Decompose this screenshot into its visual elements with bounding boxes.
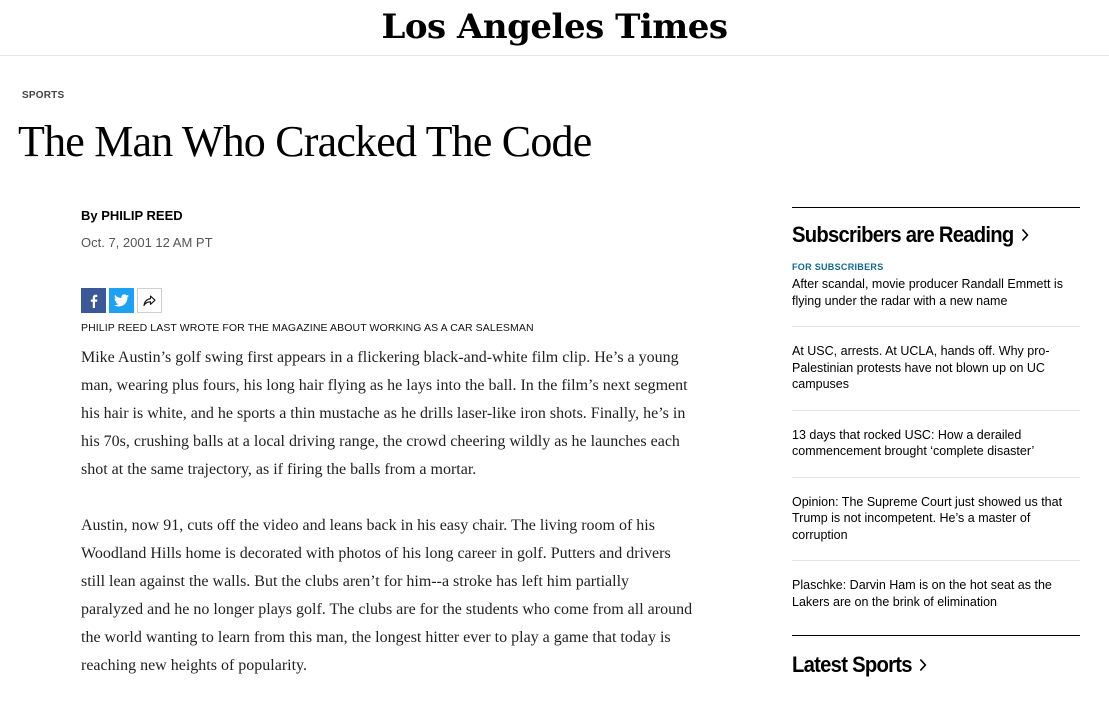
more-share-button[interactable] [137,288,162,313]
rail-story-link[interactable]: At USC, arrests. At UCLA, hands off. Why pro-Palestinian protests have not blown up on UC campuses [792,344,1050,391]
byline-prefix: By [81,208,98,223]
rail-story-link[interactable]: 13 days that rocked USC: How a derailed commencement brought ‘complete disaster’ [792,427,1035,458]
share-bar [81,288,162,313]
article-headline: The Man Who Cracked The Code [18,117,592,166]
site-logo[interactable]: Los Angeles Times [381,7,728,47]
section-label[interactable]: SPORTS [22,90,65,101]
chevron-right-icon [1021,228,1029,242]
facebook-share-button[interactable] [81,288,106,313]
right-rail [792,207,1080,678]
rail-divider [792,207,1080,208]
publish-date: Oct. 7, 2001 12 AM PT [81,235,213,250]
latest-sports-label: Latest Sports [792,652,912,677]
article-tagline: PHILIP REED LAST WROTE FOR THE MAGAZINE ABOUT WORKING AS A CAR SALESMAN [81,322,534,334]
twitter-share-button[interactable] [109,288,134,313]
rail-story-link[interactable]: Opinion: The Supreme Court just showed us that Trump is not incompetent. He’s a master of corruption [792,494,1063,542]
chevron-right-icon [919,658,927,672]
rail-list-item [792,561,1080,627]
author-link[interactable]: PHILIP REED [101,208,183,223]
masthead [0,0,1109,56]
rail-story-link[interactable]: After scandal, movie producer Randall Emmett is flying under the radar with a new name [792,277,1063,308]
rail-list-item [792,272,1080,327]
rail-list-item [792,327,1080,411]
article-paragraph: Austin, now 91, cuts off the video and leans back in his easy chair. The living room of his Woodland Hills home is decorated with photos of his long career in golf. Putters and drivers still lean against the walls. But the clubs aren’t for him--a stroke has left him partially paralyzed and he no longer plays golf. The clubs are for the students who come from all around the world wanting to learn from this man, the longest hitter ever to play a game that today is reaching new heights of popularity. [81,517,693,674]
byline [81,208,183,223]
article-body [81,344,693,708]
rail-story-link[interactable]: Plaschke: Darvin Ham is on the hot seat as the Lakers are on the brink of elimination [792,578,1052,609]
share-arrow-icon [143,295,156,307]
subscribers-reading-label: Subscribers are Reading [792,222,1014,247]
latest-sports-heading[interactable] [792,652,1057,678]
facebook-icon [87,294,101,308]
for-subscribers-kicker: FOR SUBSCRIBERS [792,262,884,272]
rail-list-item [792,478,1080,562]
subscribers-reading-heading[interactable] [792,222,1057,248]
rail-list-item [792,411,1080,478]
article-paragraph: Mike Austin’s golf swing first appears in a flickering black-and-white film clip. He’s a young man, wearing plus fours, his long hair flying as he lays into the ball. In the film’s next segment his hair is white, and he sports a thin mustache as he drills laser-like iron shots. Finally, he’s in his 70s, crushing balls at a local driving range, the crowd cheering wildly as he launches each shot at the same trajectory, as if firing the balls from a mortar. [81,349,688,478]
twitter-icon [114,294,129,307]
rail-divider [792,635,1080,636]
